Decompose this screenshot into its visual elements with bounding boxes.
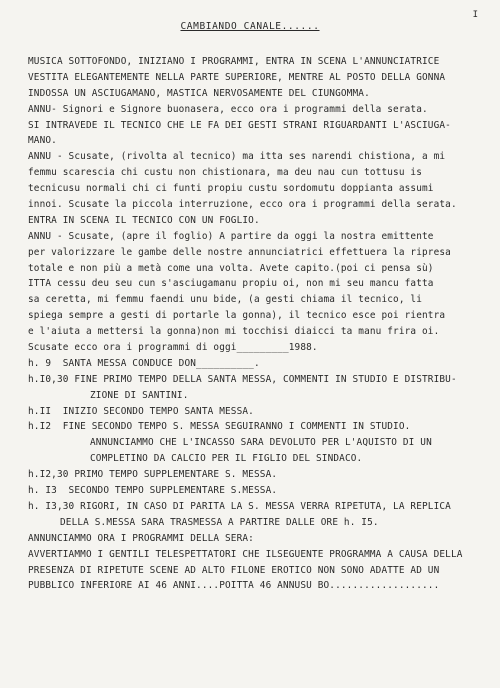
text-line: ANNU - Scusate, (apre il foglio) A partire da oggi la nostra emittente (28, 230, 434, 242)
text-line: sa ceretta, mi femmu faendi unu bide, (a gesti chiama il tecnico, li (28, 294, 423, 306)
script-body (28, 54, 484, 594)
text-line: INDOSSA UN ASCIUGAMANO, MASTICA NERVOSAMENTE DEL CIUNGOMMA. (28, 87, 370, 99)
text-line: AVVERTIAMMO I GENTILI TELESPETTATORI CHE ILSEGUENTE PROGRAMMA A CAUSA DELLA (28, 548, 463, 560)
text-line: e l'aiuta a mettersi la gonna)non mi tocchisi diaicci ta manu frira oi. (28, 326, 440, 338)
text-line: spiega sempre a gesti di portarle la gonna), il tecnico esce poi rientra (28, 310, 446, 322)
text-line: totale e non più a metà come una volta. Avete capito.(poi ci pensa sù) (28, 262, 434, 274)
document-title: CAMBIANDO CANALE...... (180, 21, 320, 32)
text-line: Scusate ecco ora i programmi di oggi_________1988. (28, 342, 318, 354)
text-line: SI INTRAVEDE IL TECNICO CHE LE FA DEI GESTI STRANI RIGUARDANTI L'ASCIUGA- (28, 119, 451, 131)
text-line: h.II INIZIO SECONDO TEMPO SANTA MESSA. (28, 405, 254, 417)
text-line: innoi. Scusate la piccola interruzione, ecco ora i programmi della serata. (28, 199, 457, 211)
text-line: ITTA cessu deu seu cun s'asciugamanu propiu oi, non mi seu mancu fatta (28, 278, 434, 290)
text-line: ANNUNCIAMMO ORA I PROGRAMMI DELLA SERA: (28, 532, 254, 544)
text-line: femmu scarescia chi custu non chistionara, ma deu nau cun tottusu is (28, 167, 423, 179)
text-line: tecnicusu normali chi ci funti propiu custu sordomutu doppianta assumi (28, 183, 434, 195)
page-number: I (472, 10, 478, 20)
text-line: h.I0,30 FINE PRIMO TEMPO DELLA SANTA MESSA, COMMENTI IN STUDIO E DISTRIBU- (28, 373, 457, 385)
text-line: PRESENZA DI RIPETUTE SCENE AD ALTO FILONE EROTICO NON SONO ADATTE AD UN (28, 564, 440, 576)
text-line: MANO. (28, 135, 57, 147)
text-line: ANNU - Scusate, (rivolta al tecnico) ma itta ses narendi chistiona, a mi (28, 151, 446, 163)
text-line: h. I3,30 RIGORI, IN CASO DI PARITA LA S. MESSA VERRA RIPETUTA, LA REPLICA (28, 500, 451, 512)
text-line: ANNU- Signori e Signore buonasera, ecco ora i programmi della serata. (28, 103, 428, 115)
text-line: h. I3 SECONDO TEMPO SUPPLEMENTARE S.MESSA. (28, 485, 278, 497)
text-line: ENTRA IN SCENA IL TECNICO CON UN FOGLIO. (28, 214, 260, 226)
text-line: PUBBLICO INFERIORE AI 46 ANNI....POITTA 46 ANNUSU BO................... (28, 580, 440, 592)
text-line: ZIONE DI SANTINI. (90, 389, 189, 401)
text-line: h.I2,30 PRIMO TEMPO SUPPLEMENTARE S. MESSA. (28, 469, 278, 481)
text-line: COMPLETINO DA CALCIO PER IL FIGLIO DEL SINDACO. (90, 453, 363, 465)
text-line: h.I2 FINE SECONDO TEMPO S. MESSA SEGUIRANNO I COMMENTI IN STUDIO. (28, 421, 411, 433)
text-line: per valorizzare le gambe delle nostre annunciatrici effettuera la ripresa (28, 246, 451, 258)
text-line: VESTITA ELEGANTEMENTE NELLA PARTE SUPERIORE, MENTRE AL POSTO DELLA GONNA (28, 71, 446, 83)
text-line: DELLA S.MESSA SARA TRASMESSA A PARTIRE DALLE ORE h. I5. (60, 516, 379, 528)
text-line: h. 9 SANTA MESSA CONDUCE DON__________. (28, 357, 260, 369)
text-line: ANNUNCIAMMO CHE L'INCASSO SARA DEVOLUTO PER L'AQUISTO DI UN (90, 437, 432, 449)
text-line: MUSICA SOTTOFONDO, INIZIANO I PROGRAMMI, ENTRA IN SCENA L'ANNUNCIATRICE (28, 56, 440, 67)
